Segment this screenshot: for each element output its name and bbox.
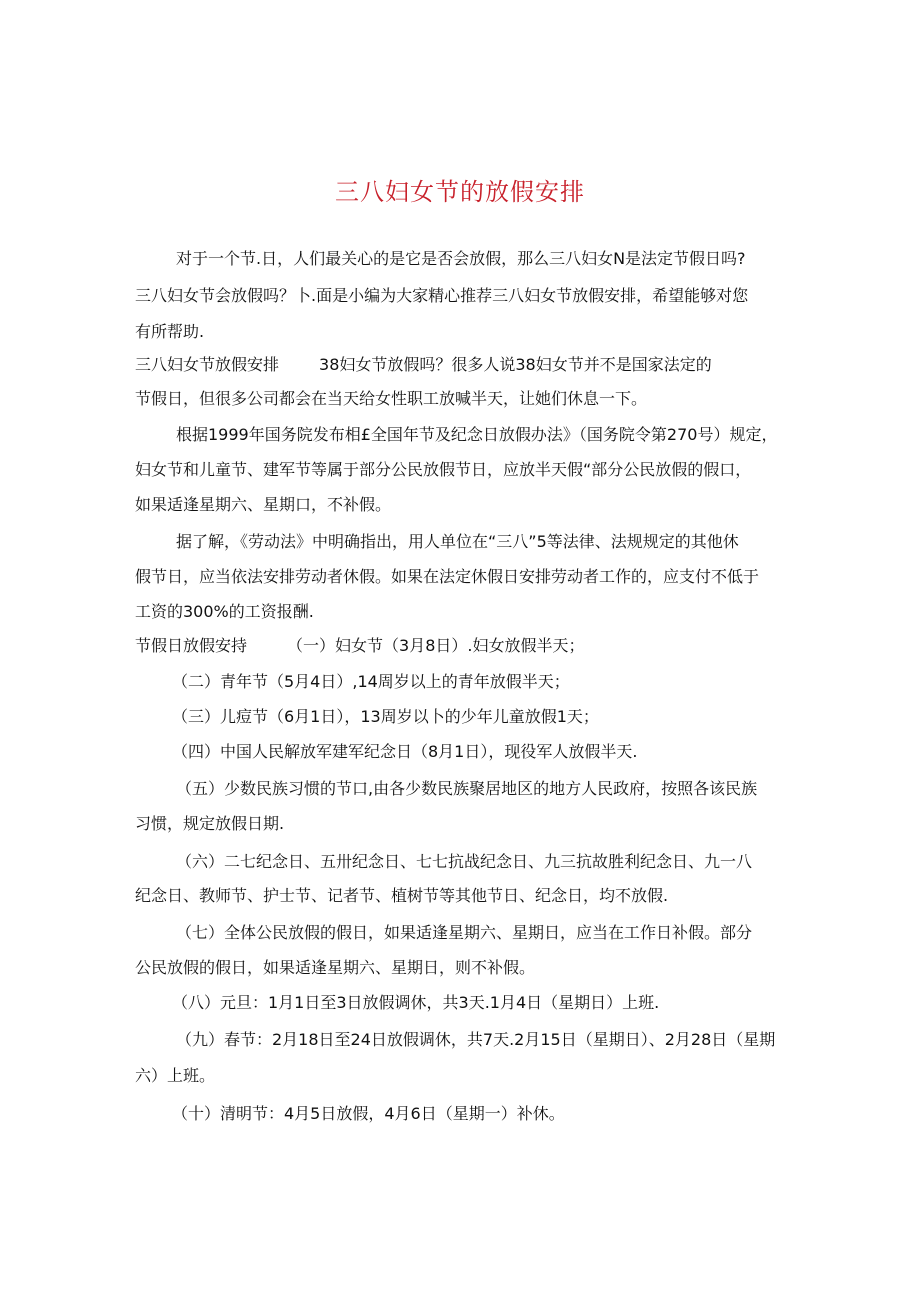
document-title: 三八妇女节的放假安排 <box>335 178 585 206</box>
section-heading-line <box>135 636 584 656</box>
paragraph-line: 根据1999年国务院发布相£全国年节及纪念日放假办法》（国务院令第270号）规定， <box>176 425 778 444</box>
paragraph-line: 如果适逢星期六、星期口，不补假。 <box>135 495 392 514</box>
paragraph-line: 节假日，但很多公司都会在当天给女性职工放喊半天，让她们休息一下。 <box>135 389 648 408</box>
list-item-continued: 公民放假的假日，如果适逢星期六、星期日，则不补假。 <box>135 958 536 977</box>
list-item: （五）少数民族习惯的节口,由各少数民族聚居地区的地方人民政府，按照各该民族 <box>176 779 758 798</box>
list-item: （四）中国人民解放军建军纪念日（8月1日），现役军人放假半天. <box>172 742 638 761</box>
list-item: （九）春节：2月18日至24日放假调休，共7天.2月15日（星期日）、2月28日（星期 <box>176 1030 776 1049</box>
paragraph-line: 妇女节和儿童节、建军节等属于部分公民放假节日，应放半天假“部分公民放假的假口， <box>135 460 752 479</box>
section-heading: 节假日放假安持 <box>135 636 248 655</box>
list-item: （八）元旦：1月1日至3日放假调休，共3天.1月4日（星期日）上班. <box>172 993 660 1012</box>
paragraph-line: 假节日，应当依法安排劳动者休假。如果在法定休假日安排劳动者工作的，应支付不低于 <box>135 567 760 586</box>
paragraph-line: 工资的300%的工资报酬. <box>135 602 314 621</box>
section-heading-line <box>135 355 712 375</box>
list-item: （七）全体公民放假的假日，如果适逢星期六、星期日，应当在工作日补假。部分 <box>176 923 753 942</box>
paragraph-text: 38妇女节放假吗？很多人说38妇女节并不是国家法定的 <box>319 355 712 374</box>
list-item: （三）儿痘节（6月1日），13周岁以卜的少年儿童放假1天； <box>172 707 599 726</box>
paragraph-line: 有所帮助. <box>135 322 205 341</box>
list-item: （六）二七纪念日、五卅纪念日、七七抗战纪念日、九三抗故胜利纪念日、九一八 <box>176 852 753 871</box>
list-item-continued: 六）上班。 <box>135 1066 216 1085</box>
list-item: （一）妇女节（3月8日）.妇女放假半天； <box>287 636 585 655</box>
list-item-continued: 习惯，规定放假日期. <box>135 814 285 833</box>
paragraph-line: 对于一个节.日，人们最关心的是它是否会放假，那么三八妇女N是法定节假日吗? <box>176 249 746 268</box>
paragraph-line: 三八妇女节会放假吗？卜.面是小编为大家精心推荐三八妇女节放假安排，希望能够对您 <box>135 286 749 305</box>
section-heading: 三八妇女节放假安排 <box>135 355 280 374</box>
list-item: （十）清明节：4月5日放假，4月6日（星期一）补休。 <box>172 1104 565 1123</box>
paragraph-line: 据了解，《劳动法》中明确指出，用人单位在“三八”5等法律、法规规定的其他休 <box>176 532 739 551</box>
list-item: （二）青年节（5月4日）,14周岁以上的青年放假半天； <box>172 672 570 691</box>
list-item-continued: 纪念日、教师节、护士节、记者节、植树节等其他节日、纪念日，均不放假. <box>135 886 669 905</box>
